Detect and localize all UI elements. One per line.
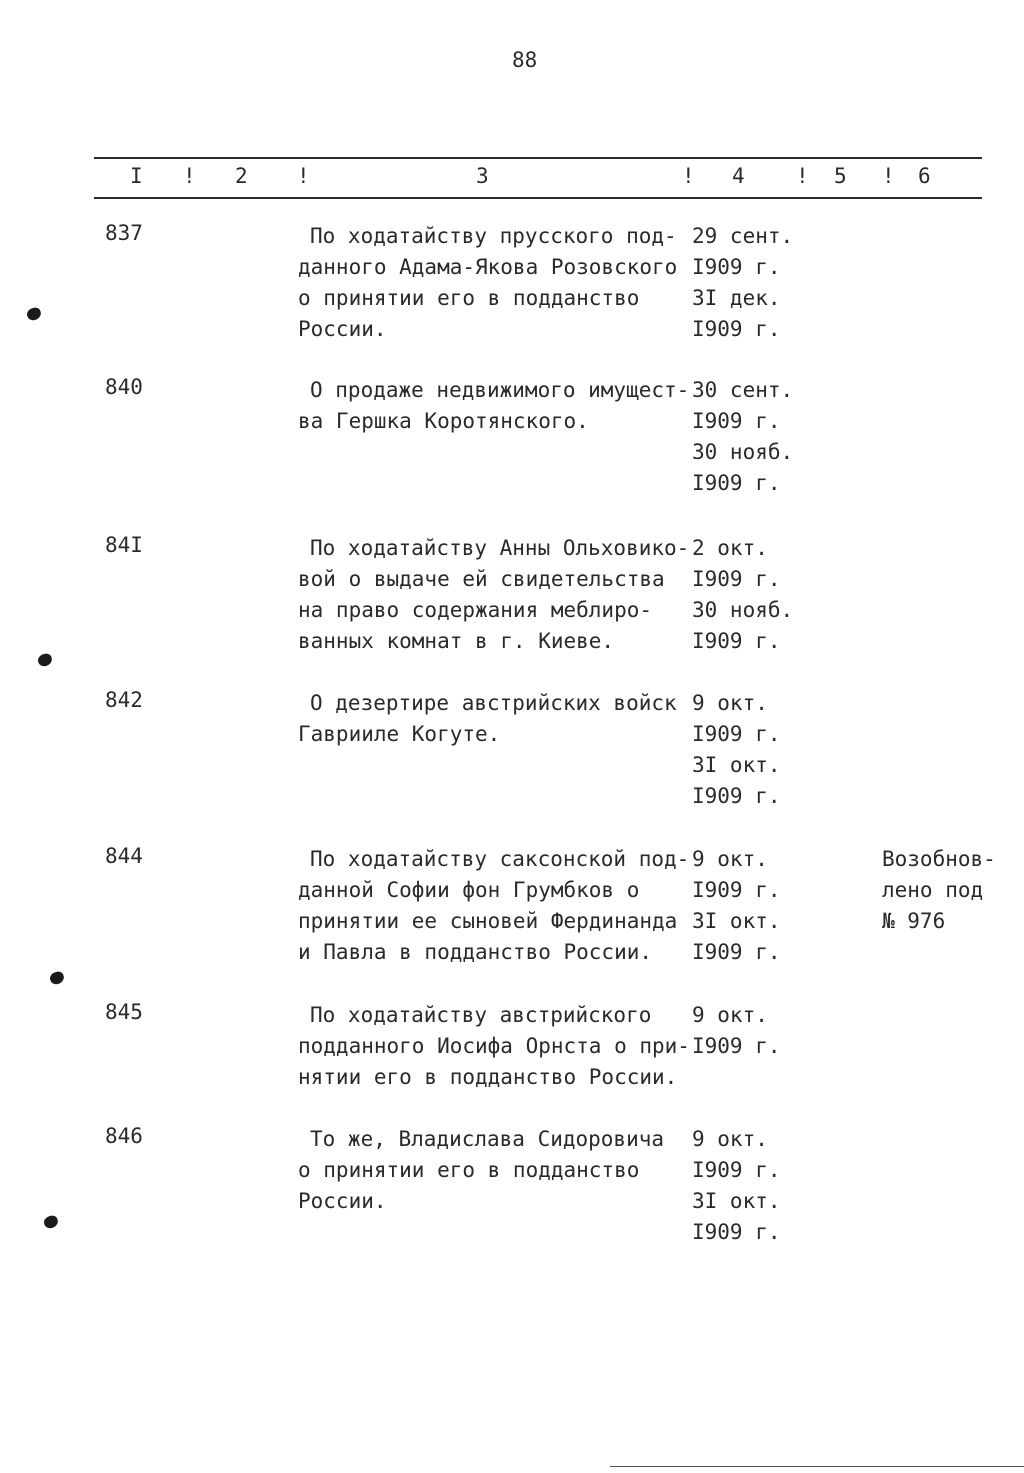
- description-line: О дезертире австрийских войск: [310, 691, 677, 715]
- description-line: принятии ее сыновей Фердинанда: [298, 909, 678, 933]
- date-line: I909 г.: [692, 409, 781, 433]
- header-col-1: I: [130, 164, 143, 188]
- description-line: О продаже недвижимого имущест-: [310, 378, 690, 402]
- date-line: 9 окт.: [692, 691, 768, 715]
- description-line: о принятии его в подданство: [298, 286, 640, 310]
- date-line: I909 г.: [692, 567, 781, 591]
- description-line: на право содержания меблиро-: [298, 598, 653, 622]
- header-separator: !: [183, 164, 196, 188]
- header-separator: !: [796, 164, 809, 188]
- date-line: 30 нояб.: [692, 598, 794, 622]
- description-line: и Павла в подданство России.: [298, 940, 653, 964]
- description-line: о принятии его в подданство: [298, 1158, 640, 1182]
- description-line: По ходатайству саксонской под-: [310, 847, 690, 871]
- row-number: 842: [105, 688, 143, 712]
- row-number: 840: [105, 375, 143, 399]
- date-line: 3I дек.: [692, 286, 781, 310]
- date-line: I909 г.: [692, 878, 781, 902]
- header-col-4: 4: [732, 164, 745, 188]
- date-line: I909 г.: [692, 722, 781, 746]
- row-description: [298, 221, 693, 345]
- row-description: [298, 375, 693, 437]
- description-line: По ходатайству Анны Ольховико-: [310, 536, 690, 560]
- note-line: Возобнов-: [882, 847, 996, 871]
- binding-hole-mark: [48, 970, 65, 986]
- binding-hole-mark: [42, 1214, 59, 1230]
- description-line: По ходатайству прусского под-: [310, 224, 677, 248]
- page-number: 88: [512, 48, 538, 72]
- header-col-6: 6: [918, 164, 931, 188]
- row-number: 844: [105, 844, 143, 868]
- date-line: 9 окт.: [692, 1127, 768, 1151]
- row-dates: [692, 533, 812, 657]
- header-separator: !: [682, 164, 695, 188]
- date-line: I909 г.: [692, 940, 781, 964]
- description-line: Гаврииле Когуте.: [298, 722, 501, 746]
- table-header-rule: [94, 197, 982, 199]
- row-dates: [692, 1000, 812, 1062]
- table-top-rule: [94, 157, 982, 159]
- date-line: 9 окт.: [692, 1003, 768, 1027]
- row-number: 837: [105, 221, 143, 245]
- row-description: [298, 688, 693, 750]
- description-line: подданного Иосифа Орнста о при-: [298, 1034, 690, 1058]
- binding-hole-mark: [36, 652, 53, 668]
- row-description: [298, 1124, 693, 1217]
- header-col-2: 2: [235, 164, 248, 188]
- date-line: I909 г.: [692, 1158, 781, 1182]
- row-note: [882, 844, 1012, 937]
- date-line: I909 г.: [692, 784, 781, 808]
- note-line: лено под: [882, 878, 984, 902]
- header-col-3: 3: [476, 164, 489, 188]
- description-line: То же, Владислава Сидоровича: [310, 1127, 665, 1151]
- date-line: 30 нояб.: [692, 440, 794, 464]
- description-line: России.: [298, 1189, 387, 1213]
- row-number: 846: [105, 1124, 143, 1148]
- date-line: 3I окт.: [692, 1189, 781, 1213]
- date-line: I909 г.: [692, 629, 781, 653]
- description-line: вой о выдаче ей свидетельства: [298, 567, 665, 591]
- row-description: [298, 844, 693, 968]
- date-line: 3I окт.: [692, 909, 781, 933]
- date-line: 29 сент.: [692, 224, 794, 248]
- date-line: I909 г.: [692, 317, 781, 341]
- bottom-edge-line: [610, 1466, 1024, 1467]
- row-dates: [692, 844, 812, 968]
- description-line: ванных комнат в г. Киеве.: [298, 629, 615, 653]
- row-dates: [692, 688, 812, 812]
- date-line: I909 г.: [692, 255, 781, 279]
- description-line: России.: [298, 317, 387, 341]
- description-line: ва Гершка Коротянского.: [298, 409, 589, 433]
- note-line: № 976: [882, 909, 946, 933]
- row-number: 84I: [105, 533, 143, 557]
- header-separator: !: [882, 164, 895, 188]
- date-line: I909 г.: [692, 471, 781, 495]
- row-description: [298, 1000, 693, 1093]
- date-line: I909 г.: [692, 1220, 781, 1244]
- row-number: 845: [105, 1000, 143, 1024]
- description-line: данной Софии фон Грумбков о: [298, 878, 640, 902]
- description-line: По ходатайству австрийского: [310, 1003, 652, 1027]
- row-dates: [692, 221, 812, 345]
- binding-hole-mark: [25, 306, 42, 322]
- date-line: I909 г.: [692, 1034, 781, 1058]
- date-line: 30 сент.: [692, 378, 794, 402]
- date-line: 2 окт.: [692, 536, 768, 560]
- row-dates: [692, 375, 812, 499]
- row-dates: [692, 1124, 812, 1248]
- description-line: нятии его в подданство России.: [298, 1065, 678, 1089]
- date-line: 3I окт.: [692, 753, 781, 777]
- row-description: [298, 533, 693, 657]
- date-line: 9 окт.: [692, 847, 768, 871]
- header-separator: !: [297, 164, 310, 188]
- header-col-5: 5: [834, 164, 847, 188]
- description-line: данного Адама-Якова Розовского: [298, 255, 678, 279]
